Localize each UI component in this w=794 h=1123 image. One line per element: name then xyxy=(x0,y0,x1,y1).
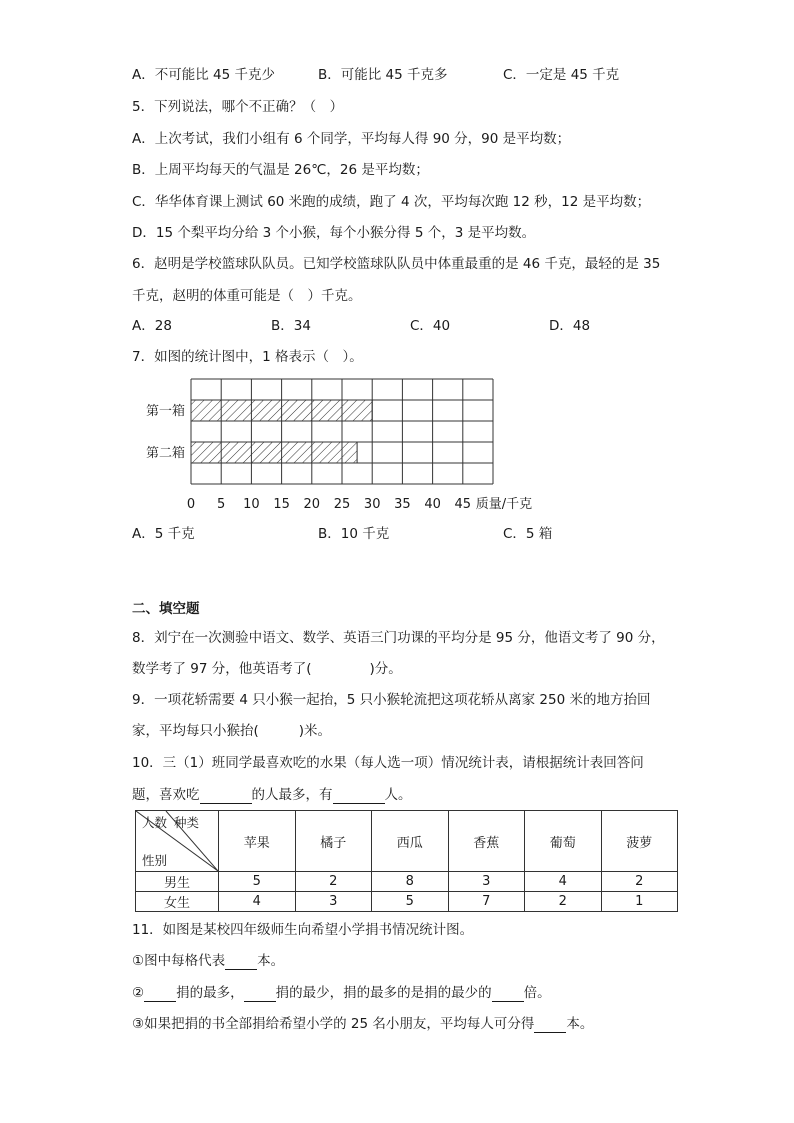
q9-stem-line2 xyxy=(132,722,331,740)
x-tick-label: 15 xyxy=(273,497,290,512)
q10-fruit-blank[interactable] xyxy=(200,789,252,804)
x-axis-label: 质量/千克 xyxy=(475,497,533,512)
q8-stem-line1: 8．刘宁在一次测验中语文、数学、英语三门功课的平均分是 95 分，他语文考了 90 分， xyxy=(132,630,665,646)
q11-sub2-text-a: ② xyxy=(132,985,145,1001)
q5-option-d: D．15 个梨平均分给 3 个小猴，每个小猴分得 5 个，3 是平均数。 xyxy=(132,225,536,241)
q8-text-b: )分。 xyxy=(369,661,402,677)
q11-sub2 xyxy=(132,984,551,1002)
q10-text-c: 人。 xyxy=(384,787,412,803)
corner-label-gender: 性别 xyxy=(142,853,168,868)
q4-option-c: C．一定是 45 千克 xyxy=(503,67,620,83)
q9-text-a: 家，平均每只小猴抬( xyxy=(132,723,259,739)
q6-option-a: A．28 xyxy=(132,318,172,334)
bar-2 xyxy=(191,442,357,463)
category-label: 第二箱 xyxy=(145,446,185,461)
q11-sub2-text-b: 捐的最多， xyxy=(176,985,244,1001)
q6-option-c: C．40 xyxy=(410,318,451,334)
q5-option-b: B．上周平均每天的气温是 26℃，26 是平均数； xyxy=(132,162,429,178)
q11-sub3-text-b: 本。 xyxy=(566,1016,594,1032)
corner-label-count: 人数 xyxy=(142,815,168,830)
q5-option-a: A．上次考试，我们小组有 6 个同学，平均每人得 90 分，90 是平均数； xyxy=(132,131,571,147)
table-cell: 2 xyxy=(295,872,372,892)
q10-text-b: 的人最多，有 xyxy=(251,787,333,803)
table-cell: 5 xyxy=(372,892,449,912)
table-cell: 4 xyxy=(525,872,602,892)
x-tick-label: 20 xyxy=(303,497,321,512)
q8-text-a: 数学考了 97 分，他英语考了( xyxy=(132,661,312,677)
x-tick-label: 5 xyxy=(217,497,226,512)
q11-sub1-blank[interactable] xyxy=(225,955,257,970)
q11-sub1-text-b: 本。 xyxy=(257,953,285,969)
q11-sub2-text-c: 捐的最少，捐的最多的是捐的最少的 xyxy=(275,985,492,1001)
table-cell: 3 xyxy=(295,892,372,912)
q10-text-a: 题，喜欢吃 xyxy=(132,787,200,803)
table-header-cell: 菠萝 xyxy=(601,811,678,872)
table-header-cell: 西瓜 xyxy=(372,811,449,872)
table-row-label: 男生 xyxy=(136,872,219,892)
corner-label-category: 种类 xyxy=(174,815,200,830)
table-cell: 2 xyxy=(601,872,678,892)
x-tick-label: 40 xyxy=(424,497,441,512)
table-cell: 5 xyxy=(219,872,296,892)
q5-stem: 5．下列说法，哪个不正确？（ ） xyxy=(132,99,344,115)
q11-sub1 xyxy=(132,952,284,970)
q7-option-a: A．5 千克 xyxy=(132,526,195,542)
x-tick-label: 45 xyxy=(454,497,472,512)
q9-text-b: )米。 xyxy=(298,723,332,739)
x-tick-label: 35 xyxy=(394,497,411,512)
table-header-cell: 橘子 xyxy=(295,811,372,872)
q5-option-c: C．华华体育课上测试 60 米跑的成绩，跑了 4 次，平均每次跑 12 秒，12 是平均数； xyxy=(132,194,651,210)
q11-sub2-times-blank[interactable] xyxy=(492,987,524,1002)
table-corner-cell xyxy=(136,811,219,872)
q9-stem-line1: 9．一项花轿需要 4 只小猴一起抬，5 只小猴轮流把这项花轿从离家 250 米的地方抬回 xyxy=(132,692,651,708)
section-title-fill-in: 二、填空题 xyxy=(132,601,200,617)
table-header-cell: 香蕉 xyxy=(448,811,525,872)
q8-stem-line2 xyxy=(132,660,402,678)
table-header-row xyxy=(136,811,678,872)
fruit-survey-table xyxy=(135,810,678,912)
table-row-label: 女生 xyxy=(136,892,219,912)
q7-stem: 7．如图的统计图中，1 格表示（ ）。 xyxy=(132,349,363,365)
q11-sub3-text-a: ③如果把捐的书全部捐给希望小学的 25 名小朋友，平均每人可分得 xyxy=(132,1016,535,1032)
x-tick-label: 0 xyxy=(186,497,196,512)
q11-sub1-text-a: ①图中每格代表 xyxy=(132,953,226,969)
table-header-cell: 苹果 xyxy=(219,811,296,872)
q6-stem-line2: 千克，赵明的体重可能是（ ）千克。 xyxy=(132,288,362,304)
category-label: 第一箱 xyxy=(145,404,185,419)
x-tick-label: 10 xyxy=(243,497,260,512)
q4-option-b: B．可能比 45 千克多 xyxy=(318,67,448,83)
table-row xyxy=(136,872,678,892)
table-header-cell: 葡萄 xyxy=(525,811,602,872)
q11-sub3-blank[interactable] xyxy=(534,1018,566,1033)
table-cell: 8 xyxy=(372,872,449,892)
table-cell: 1 xyxy=(601,892,678,912)
q10-count-blank[interactable] xyxy=(333,789,385,804)
q11-sub2-least-blank[interactable] xyxy=(244,987,276,1002)
table-cell: 4 xyxy=(219,892,296,912)
table-cell: 7 xyxy=(448,892,525,912)
q7-option-c: C．5 箱 xyxy=(503,526,553,542)
q11-stem: 11．如图是某校四年级师生向希望小学捐书情况统计图。 xyxy=(132,922,474,938)
q11-sub2-text-d: 倍。 xyxy=(523,985,551,1001)
q7-option-b: B．10 千克 xyxy=(318,526,390,542)
q6-stem-line1: 6．赵明是学校篮球队队员。已知学校篮球队队员中体重最重的是 46 千克，最轻的是 35 xyxy=(132,256,661,272)
bar-1 xyxy=(191,400,372,421)
q6-option-d: D．48 xyxy=(549,318,591,334)
q11-sub3 xyxy=(132,1015,593,1033)
bar-chart xyxy=(130,372,560,517)
table-row xyxy=(136,892,678,912)
q6-option-b: B．34 xyxy=(271,318,311,334)
q4-option-a: A．不可能比 45 千克少 xyxy=(132,67,275,83)
table-cell: 3 xyxy=(448,872,525,892)
q10-stem-line2 xyxy=(132,786,412,804)
x-tick-label: 25 xyxy=(333,497,351,512)
table-cell: 2 xyxy=(525,892,602,912)
q11-sub2-most-blank[interactable] xyxy=(144,987,176,1002)
x-tick-label: 30 xyxy=(363,497,381,512)
q10-stem-line1: 10．三（1）班同学最喜欢吃的水果（每人选一项）情况统计表，请根据统计表回答问 xyxy=(132,755,644,771)
